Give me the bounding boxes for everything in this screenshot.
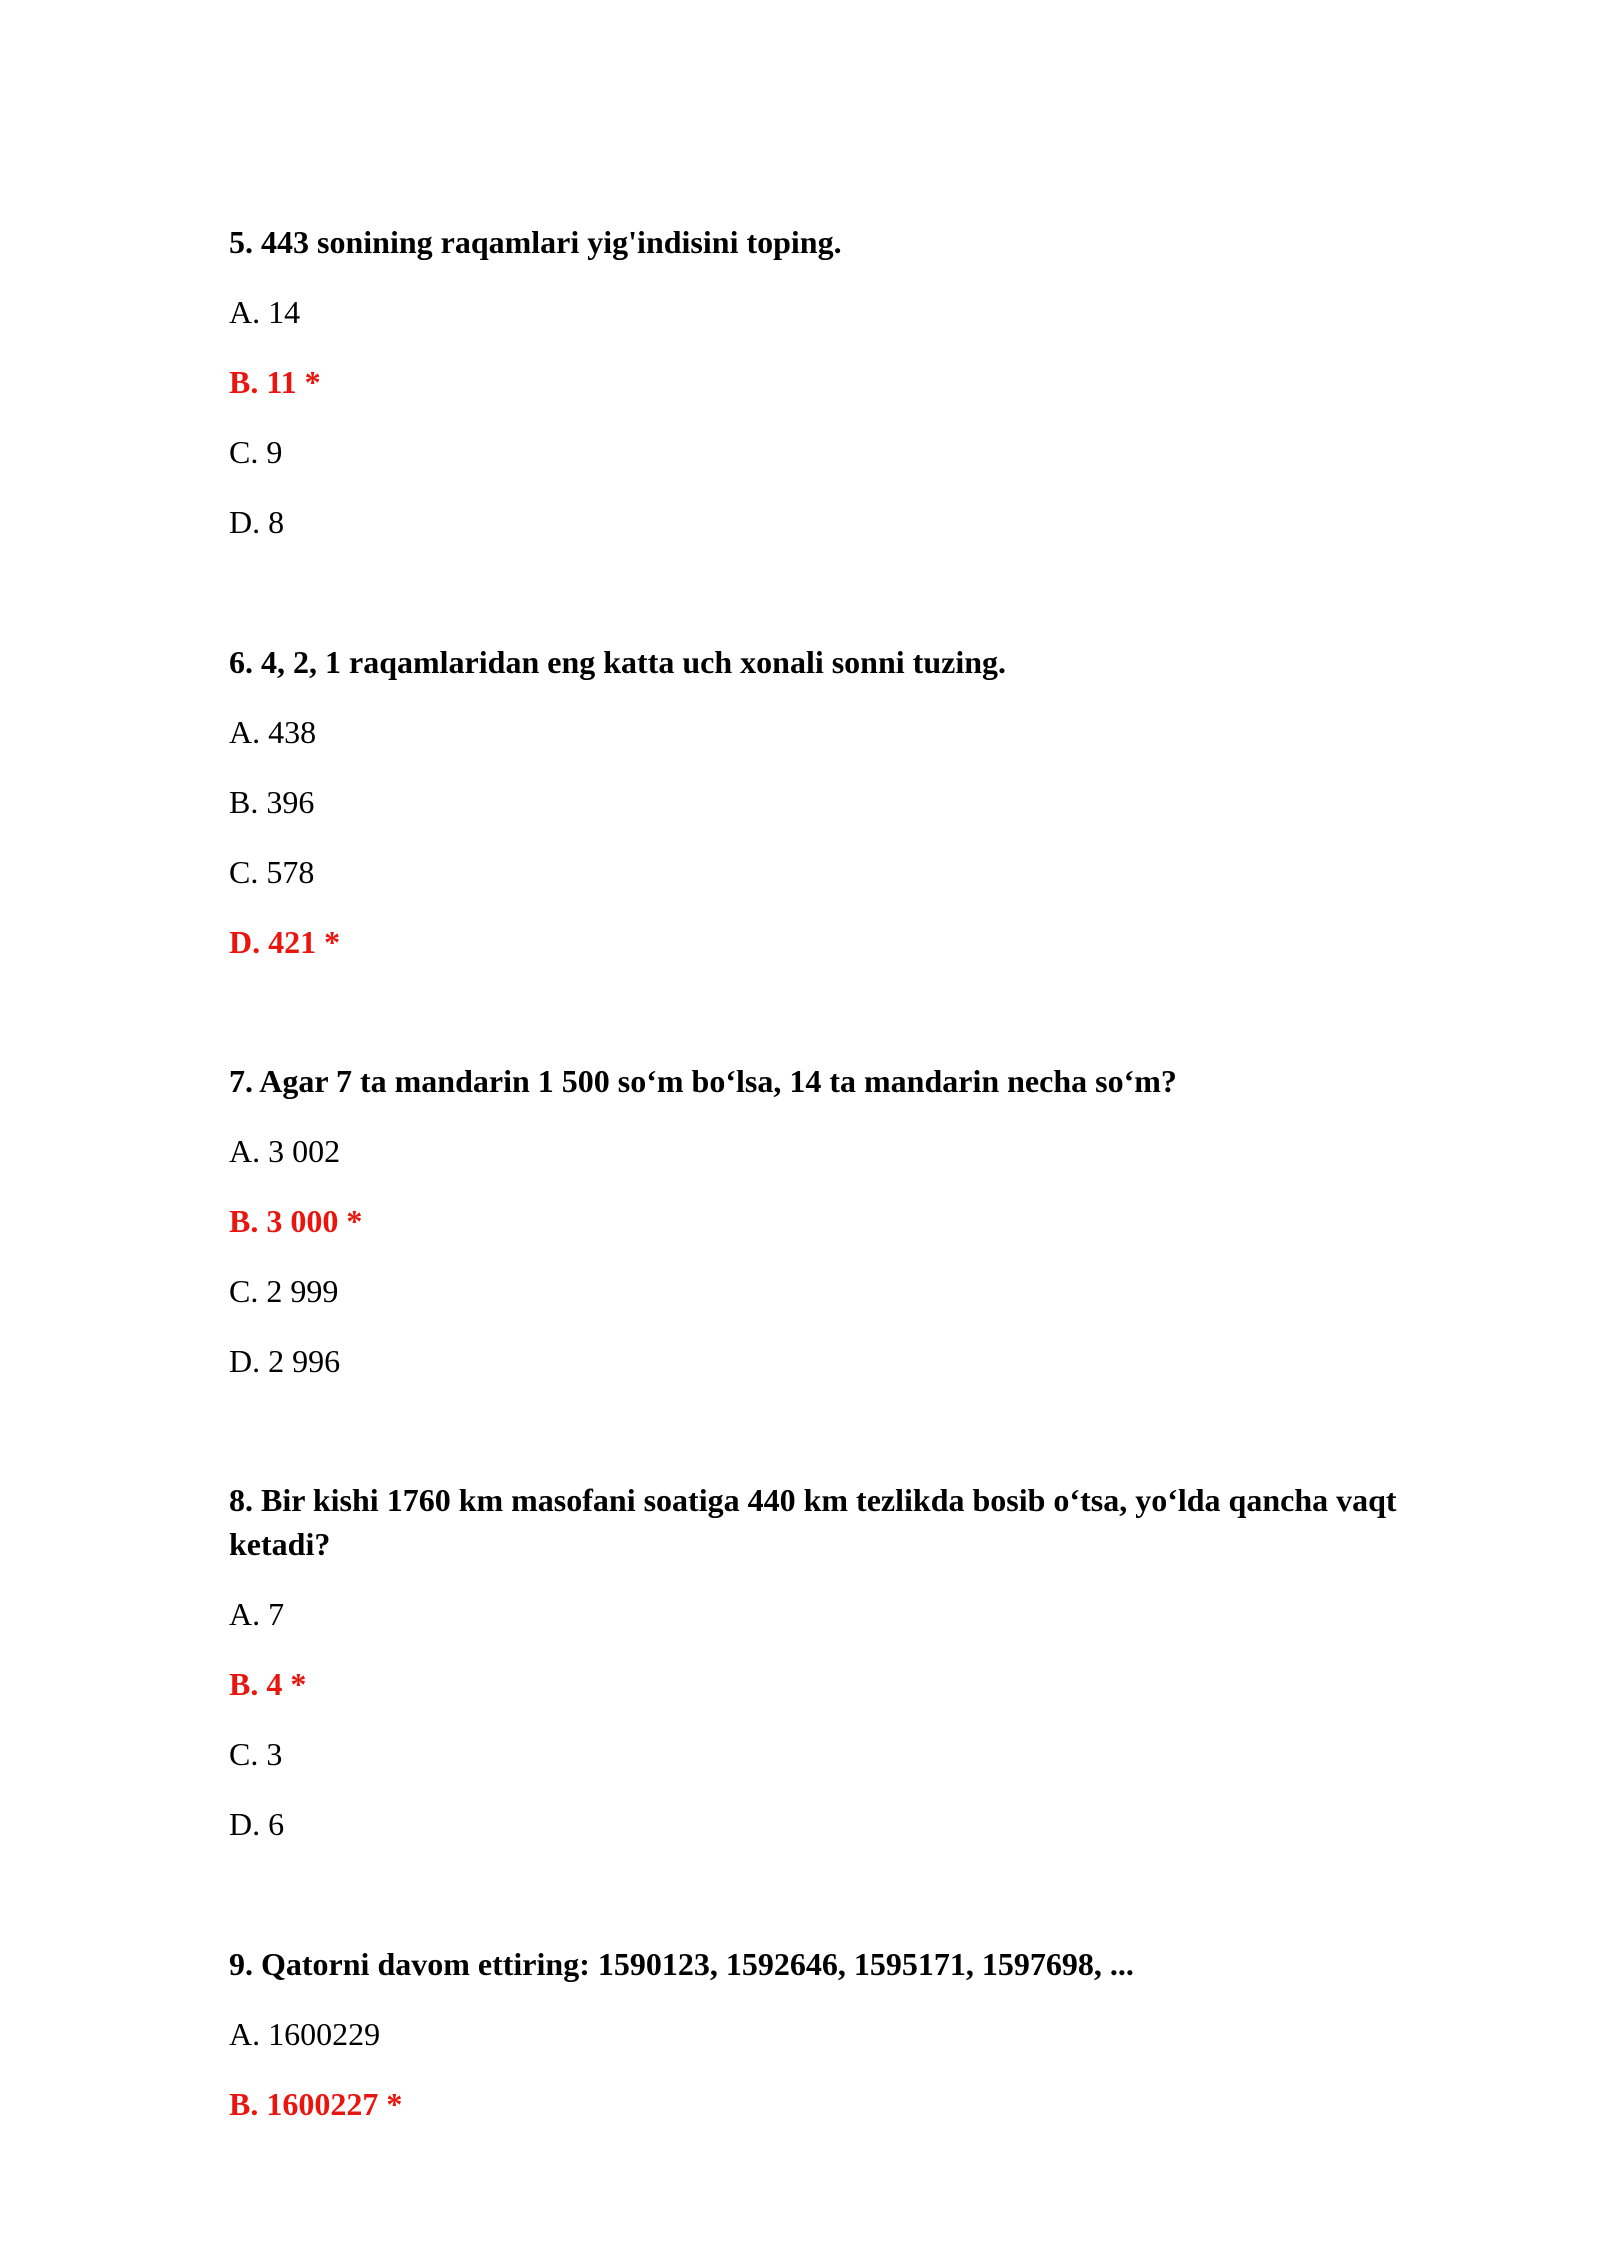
question-6-option-b: B. 396 xyxy=(229,784,315,820)
question-5-option-c: C. 9 xyxy=(229,434,283,470)
question-9-text: 9. Qatorni davom ettiring: 1590123, 1592646, 1595171, 1597698, ... xyxy=(229,1946,1134,1982)
question-7-option-a: A. 3 002 xyxy=(229,1133,341,1169)
question-5-option-d: D. 8 xyxy=(229,504,285,540)
question-5-option-b: B. 11 * xyxy=(229,364,321,400)
question-9-option-b: B. 1600227 * xyxy=(229,2086,403,2122)
question-8-option-b: B. 4 * xyxy=(229,1666,307,1702)
question-6-option-d: D. 421 * xyxy=(229,924,341,960)
question-8-text: 8. Bir kishi 1760 km masofani soatiga 440 km tezlikda bosib o‘tsa, yo‘lda qancha vaqt ketadi? xyxy=(229,1482,1397,1562)
question-5-text: 5. 443 sonining raqamlari yig'indisini toping. xyxy=(229,224,842,260)
question-7-option-c: C. 2 999 xyxy=(229,1273,339,1309)
question-7-text: 7. Agar 7 ta mandarin 1 500 so‘m bo‘lsa, 14 ta mandarin necha so‘m? xyxy=(229,1063,1177,1099)
question-9-option-a: A. 1600229 xyxy=(229,2016,381,2052)
question-8-option-a: A. 7 xyxy=(229,1596,285,1632)
question-6-text: 6. 4, 2, 1 raqamlaridan eng katta uch xonali sonni tuzing. xyxy=(229,644,1006,680)
question-8-option-d: D. 6 xyxy=(229,1806,285,1842)
question-5-option-a: A. 14 xyxy=(229,294,301,330)
question-6-option-a: A. 438 xyxy=(229,714,317,750)
question-7-option-b: B. 3 000 * xyxy=(229,1203,363,1239)
question-7-option-d: D. 2 996 xyxy=(229,1343,341,1379)
question-6-option-c: C. 578 xyxy=(229,854,315,890)
question-8-option-c: C. 3 xyxy=(229,1736,283,1772)
